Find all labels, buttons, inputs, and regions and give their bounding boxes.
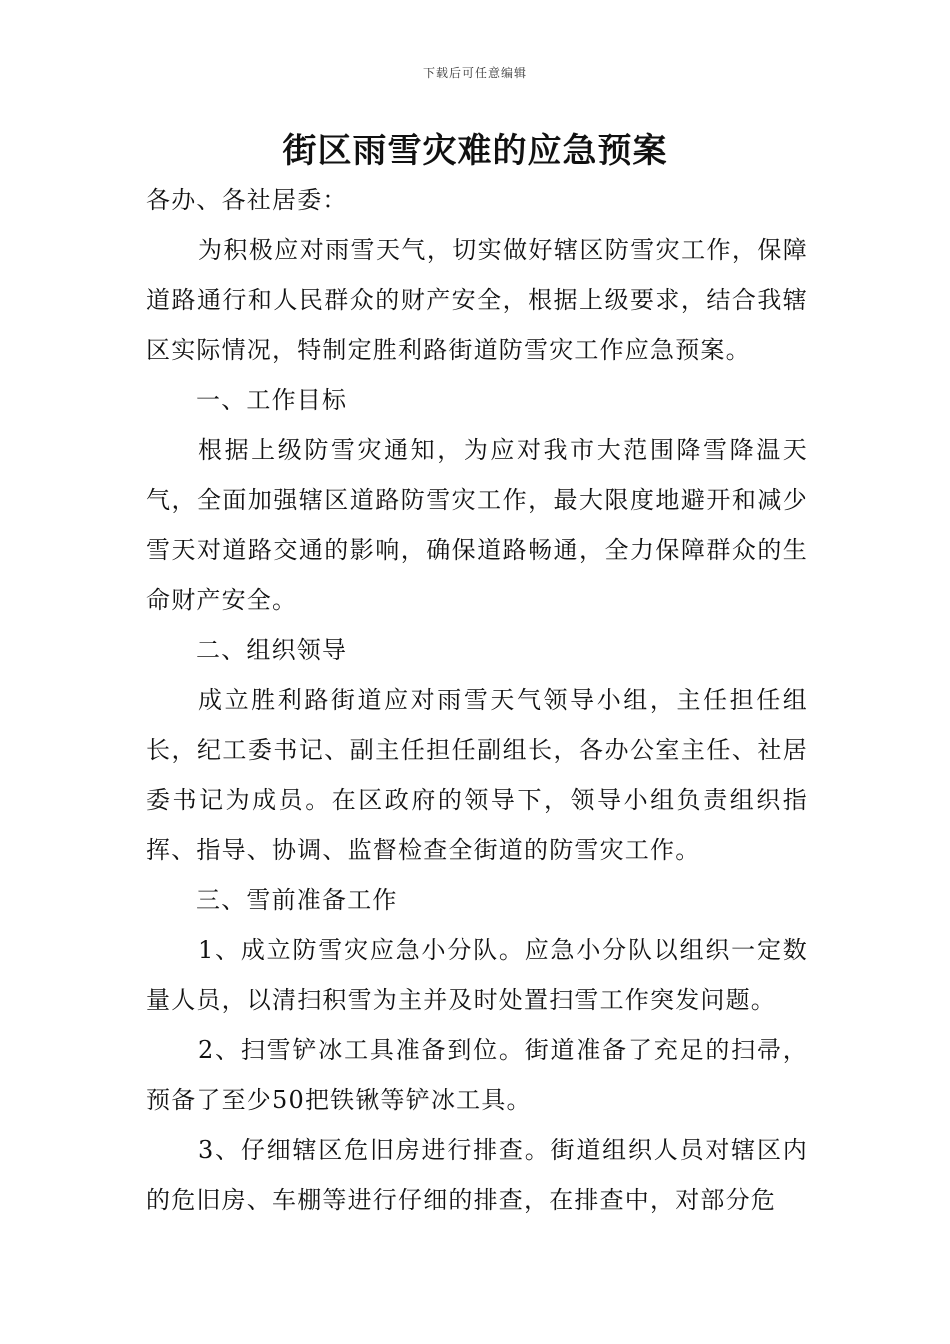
document-title: 街区雨雪灾难的应急预案 [282,131,668,171]
preparation-item-2: 2、扫雪铲冰工具准备到位。街道准备了充足的扫帚，预备了至少50把铁锹等铲冰工具。 [146,1036,808,1114]
header-note: 下载后可任意编辑 [422,66,527,80]
section-leadership-paragraph: 成立胜利路街道应对雨雪天气领导小组，主任担任组长，纪工委书记、副主任担任副组长，各办公室主任、社居委书记为成员。在区政府的领导下，领导小组负责组织指挥、指导、协调、监督检查全街道的防雪灾工作。 [146,686,808,864]
document-body [146,175,808,1225]
section-heading-leadership: 二、组织领导 [196,636,348,664]
section-goals-paragraph: 根据上级防雪灾通知，为应对我市大范围降雪降温天气，全面加强辖区道路防雪灾工作，最大限度地避开和减少雪天对道路交通的影响，确保道路畅通，全力保障群众的生命财产安全。 [146,436,808,614]
salutation: 各办、各社居委： [146,186,348,214]
preparation-item-1: 1、成立防雪灾应急小分队。应急小分队以组织一定数量人员，以清扫积雪为主并及时处置扫雪工作突发问题。 [146,936,808,1014]
preparation-item-3: 3、仔细辖区危旧房进行排查。街道组织人员对辖区内的危旧房、车棚等进行仔细的排查，在排查中，对部分危 [146,1136,808,1214]
intro-paragraph: 为积极应对雨雪天气，切实做好辖区防雪灾工作，保障道路通行和人民群众的财产安全，根据上级要求，结合我辖区实际情况，特制定胜利路街道防雪灾工作应急预案。 [146,236,808,364]
section-heading-preparation: 三、雪前准备工作 [196,886,398,914]
section-heading-goals: 一、工作目标 [196,386,348,414]
